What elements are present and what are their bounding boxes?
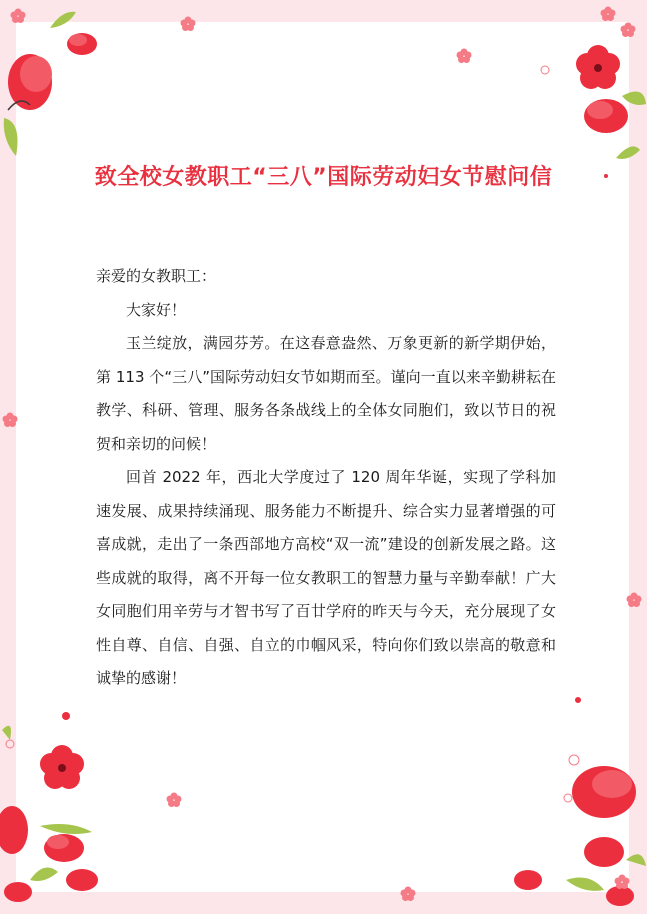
flower-icon (8, 54, 52, 110)
paragraph-2: 回首 2022 年，西北大学度过了 120 周年华诞，实现了学科加速发展、成果持续涌现、服务能力不断提升、综合实力显著增强的可喜成就，走出了一条西部地方高校“双一流”建设的创新发展之路。这些成就的取得，离不开每一位女教职工的智慧力量与辛勤奉献！广大女同胞们用辛劳与才智书写了百廿学府的昨天与今天，充分展现了女性自尊、自信、自强、自立的巾帼风采，特向你们致以崇高的敬意和诚挚的感谢！ (96, 468, 556, 687)
greeting: 大家好！ (126, 300, 187, 319)
letter-body (96, 260, 556, 696)
letter-title: 致全校女教职工“三八”国际劳动妇女节慰问信 (94, 165, 553, 190)
paragraph-1: 玉兰绽放，满园芬芳。在这春意盎然、万象更新的新学期伊始，第 113 个“三八”国际劳动妇女节如期而至。谨向一直以来辛勤耕耘在教学、科研、管理、服务各条战线上的全体女同胞们，致以节日的祝贺和亲切的问候！ (96, 334, 556, 453)
salutation: 亲爱的女教职工： (96, 267, 217, 285)
